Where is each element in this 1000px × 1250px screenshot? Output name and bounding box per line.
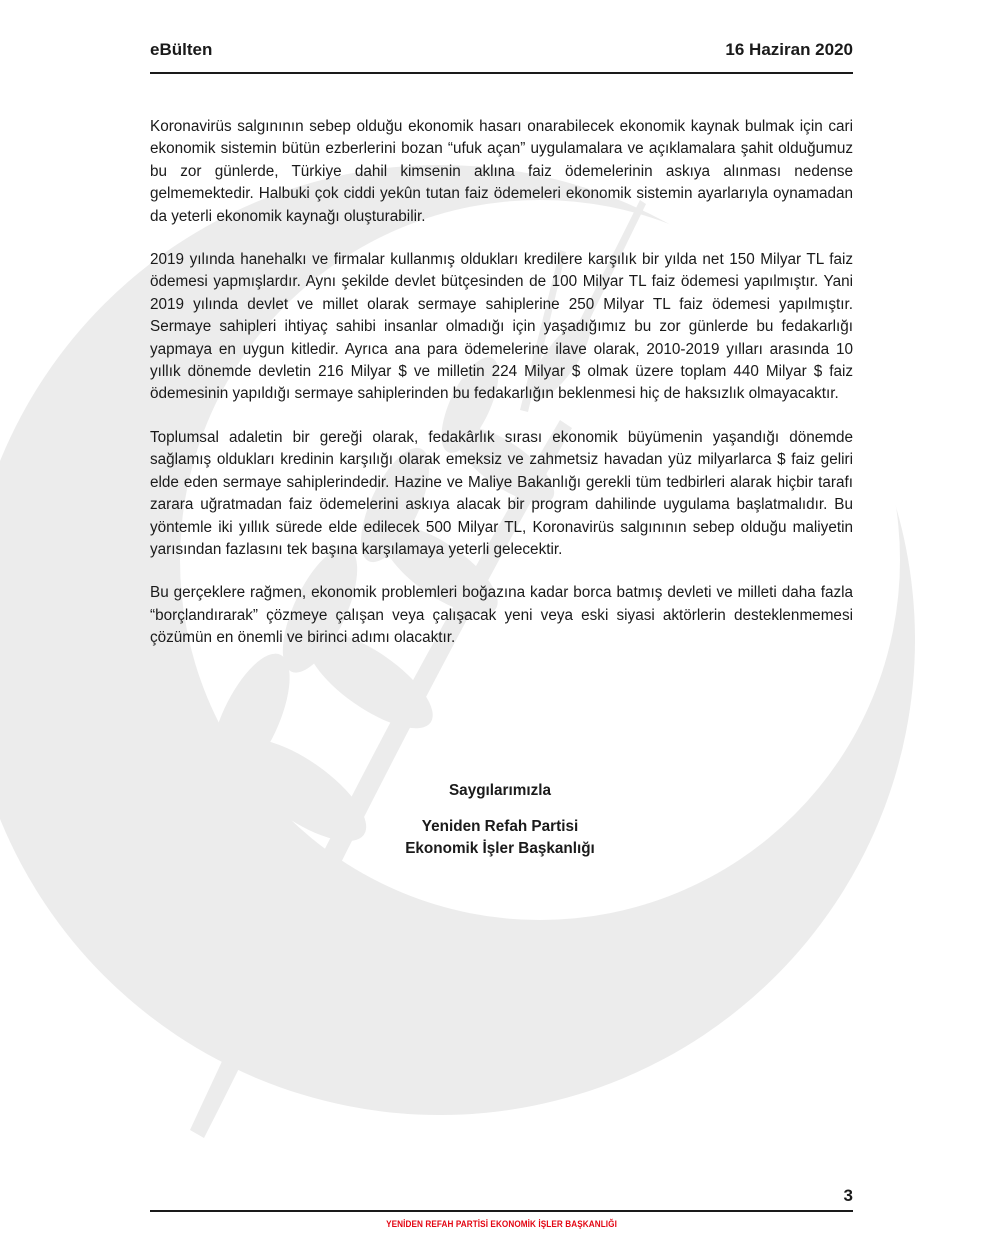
header-divider <box>150 72 853 74</box>
newsletter-title: eBülten <box>150 40 213 59</box>
department-name: Ekonomik İşler Başkanlığı <box>405 840 595 857</box>
paragraph-1: Koronavirüs salgınının sebep olduğu ekonomik hasarı onarabilecek ekonomik kaynak bulmak için cari ekonomik sistemin bütün ezberlerini bozan “ufuk açan” uygulamalara ve açıklamalara şahit olduğumuz bu zor günlerde, Türkiye dahil kimsenin aklına faiz ödemelerinin askıya alınması nedense gelmemektedir. Halbuki çok ciddi yekûn tutan faiz ödemeleri ekonomik sistemin ayarlarıyla oynamadan da yeterli ekonomik kaynağı oluşturabilir. <box>150 118 853 225</box>
footer-divider <box>150 1210 853 1212</box>
page-header <box>150 40 853 70</box>
article-body <box>150 116 853 671</box>
signature-block <box>300 780 700 860</box>
closing-greeting: Saygılarımızla <box>448 782 552 799</box>
paragraph-3: Toplumsal adaletin bir gereği olarak, fedakârlık sırası ekonomik büyümenin yaşandığı dönemde sağlamış oldukları kredinin karşılığı olarak emeksiz ve zahmetsiz havadan yüz milyarlarca $ faiz geliri elde eden sermaye sahiplerindedir. Hazine ve Maliye Bakanlığı gerekli tüm tedbirleri alarak hiçbir tarafı zarara uğratmadan faiz ödemelerini askıya alacak bir program dahilinde uygulama başlatmalıdır. Bu yöntemle iki yıllık sürede elde edilecek 500 Milyar TL, Koronavirüs salgınının sebep olduğu maliyetin yarısından fazlasını tek başına karşılamaya yeterli gelecektir. <box>150 428 853 558</box>
footer-organization: YENİDEN REFAH PARTİSİ EKONOMİK İŞLER BAŞKANLIĞI <box>386 1219 617 1230</box>
paragraph-4: Bu gerçeklere rağmen, ekonomik problemleri boğazına kadar borca batmış devleti ve milleti daha fazla “borçlandırarak” çözmeye çalışan veya çalışacak yeni veya eski siyasi aktörlerin desteklenmemesi çözümün en önemli ve birinci adımı olacaktır. <box>150 584 853 647</box>
paragraph-2: 2019 yılında hanehalkı ve firmalar kullanmış oldukları kredilere karşılık bir yılda net 150 Milyar TL faiz ödemesi yapmışlardır. Aynı şekilde devlet bütçesinden de 100 Milyar TL faiz ödemesi yapılmıştır. Yani 2019 yılında devlet ve millet olarak sermaye sahiplerine 250 Milyar TL faiz ödemesi yapılmıştır. Sermaye sahipleri ihtiyaç sahibi insanlar olmadığı için yaşadığımız bu zor günlerde bu fedakarlığı yapmaya en uygun kitledir. Ayrıca ana para ödemelerine ilave olarak, 2010-2019 yılları arasında 10 yıllık dönemde devletin 216 Milyar $ ve milletin 224 Milyar $ olmak üzere toplam 440 Milyar $ faiz ödemesinin yapıldığı sermaye sahiplerinden bu fedakarlığın beklenmesi hiç de haksızlık olmayacaktır. <box>150 251 853 403</box>
organization-name: Yeniden Refah Partisi <box>421 818 579 835</box>
issue-date: 16 Haziran 2020 <box>725 40 853 59</box>
page-number: 3 <box>843 1186 853 1205</box>
